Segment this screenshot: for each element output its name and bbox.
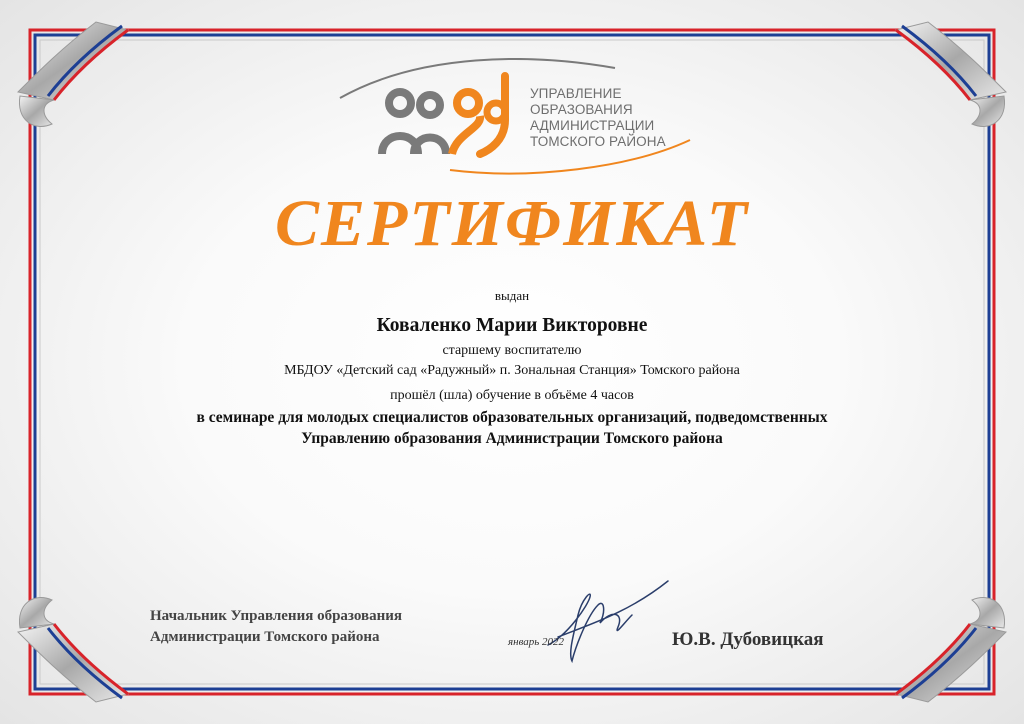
signer-title-line: Начальник Управления образования <box>150 608 402 624</box>
signer-name: Ю.В. Дубовицкая <box>672 629 824 650</box>
logo-line: УПРАВЛЕНИЕ <box>530 86 622 101</box>
certificate-title: СЕРТИФИКАТ <box>274 187 750 260</box>
signer-title <box>150 606 402 648</box>
signer-title-line: Администрации Томского района <box>150 629 380 645</box>
seminar-line-1: в семинаре для молодых специалистов образовательных организаций, подведомственных <box>196 409 828 426</box>
logo-line: АДМИНИСТРАЦИИ <box>530 118 655 133</box>
logo-text <box>530 86 690 150</box>
logo-line: ОБРАЗОВАНИЯ <box>530 102 633 117</box>
issued-label: выдан <box>494 288 530 303</box>
recipient-organization: МБДОУ «Детский сад «Радужный» п. Зональная Станция» Томского района <box>284 363 740 378</box>
logo-line: ТОМСКОГО РАЙОНА <box>530 134 666 149</box>
signature-date: январь 2022 <box>508 636 565 648</box>
seminar-line-2: Управлению образования Администрации Томского района <box>301 430 723 447</box>
recipient-name: Коваленко Марии Викторовне <box>376 315 648 336</box>
signature-icon <box>528 575 678 665</box>
training-hours: прошёл (шла) обучение в объёме 4 часов <box>390 388 634 403</box>
recipient-position: старшему воспитателю <box>442 343 582 358</box>
